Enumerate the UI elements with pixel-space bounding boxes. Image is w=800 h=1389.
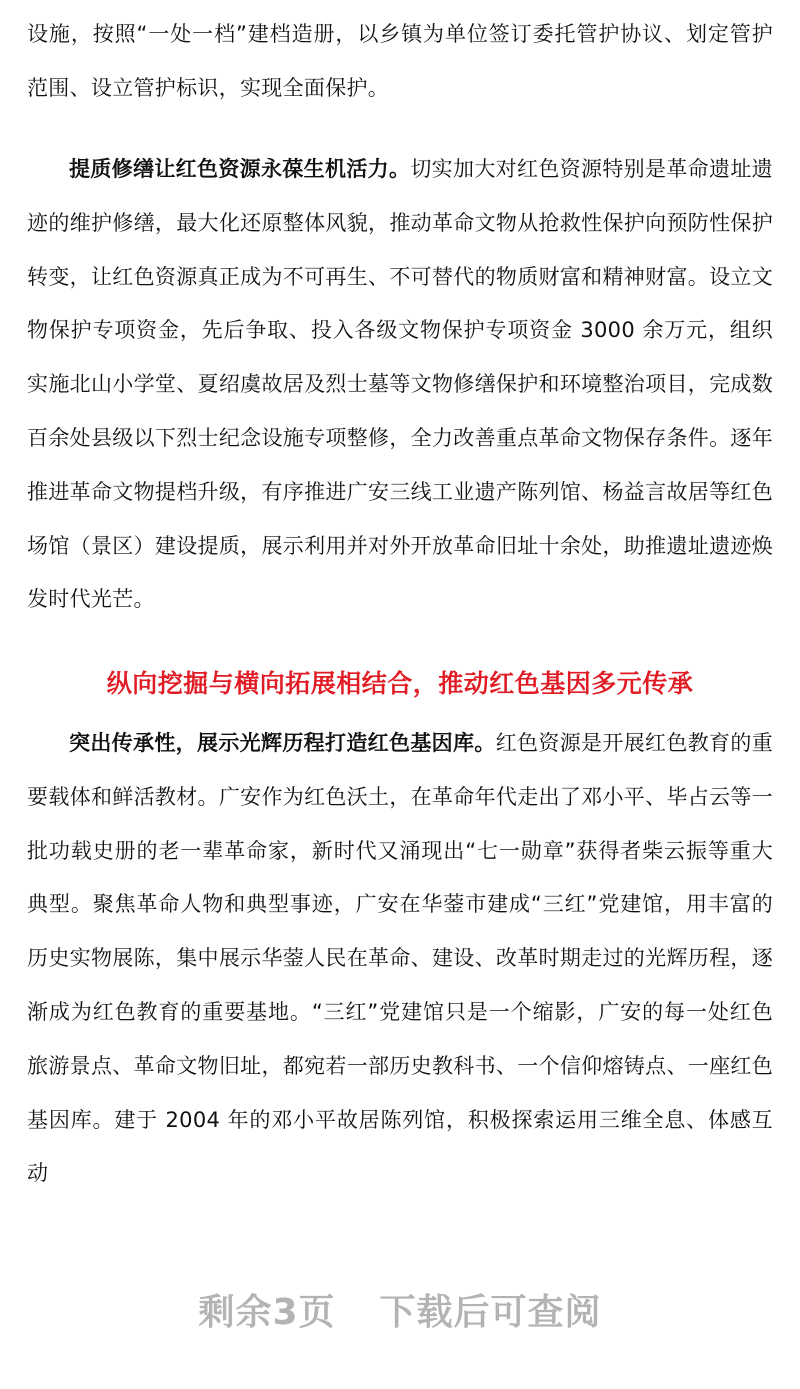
paragraph-lead-restoration: 提质修缮让红色资源永葆生机活力。 [69,157,411,181]
download-prompt-banner[interactable] [0,1284,800,1335]
paragraph-protection-measures: 设施，按照“一处一档”建档造册，以乡镇为单位签订委托管护协议、划定管护范围、设立管护标识，实现全面保护。 [27,22,773,100]
section-heading: 纵向挖掘与横向拓展相结合，推动红色基因多元传承 [106,669,694,698]
download-to-view-text: 下载后可查阅 [379,1292,602,1333]
paragraph-inheritance [27,717,773,1201]
paragraph-body-restoration: 切实加大对红色资源特别是革命遗址遗迹的维护修缮，最大化还原整体风貌，推动革命文物从抢救性保护向预防性保护转变，让红色资源真正成为不可再生、不可替代的物质财富和精神财富。设立文物保护专项资金，先后争取、投入各级文物保护专项资金 3000 余万元，组织实施北山小学堂、夏绍虞故居及烈士墓等文物修缮保护和环境整治项目，完成数百余处县级以下烈士纪念设施专项整修，全力改善重点革命文物保存条件。逐年推进革命文物提档升级，有序推进广安三线工业遗产陈列馆、杨益言故居等红色场馆（景区）建设提质，展示利用并对外开放革命旧址十余处，助推遗址遗迹焕发时代光芒。 [27,157,773,612]
paragraph-body-inheritance: 红色资源是开展红色教育的重要载体和鲜活教材。广安作为红色沃土，在革命年代走出了邓小平、毕占云等一批功载史册的老一辈革命家，新时代又涌现出“七一勋章”获得者柴云振等重大典型。聚焦革命人物和典型事迹，广安在华蓥市建成“三红”党建馆，用丰富的历史实物展陈，集中展示华蓥人民在革命、建设、改革时期走过的光辉历程，逐渐成为红色教育的重要基地。“三红”党建馆只是一个缩影，广安的每一处红色旅游景点、革命文物旧址，都宛若一部历史教科书、一个信仰熔铸点、一座红色基因库。建于 2004 年的邓小平故居陈列馆，积极探索运用三维全息、体感互动 [27,731,773,1186]
paragraph-restoration [27,143,773,627]
paragraph-lead-inheritance: 突出传承性，展示光辉历程打造红色基因库。 [69,731,496,755]
remaining-pages-text: 剩余3页 [198,1292,336,1333]
